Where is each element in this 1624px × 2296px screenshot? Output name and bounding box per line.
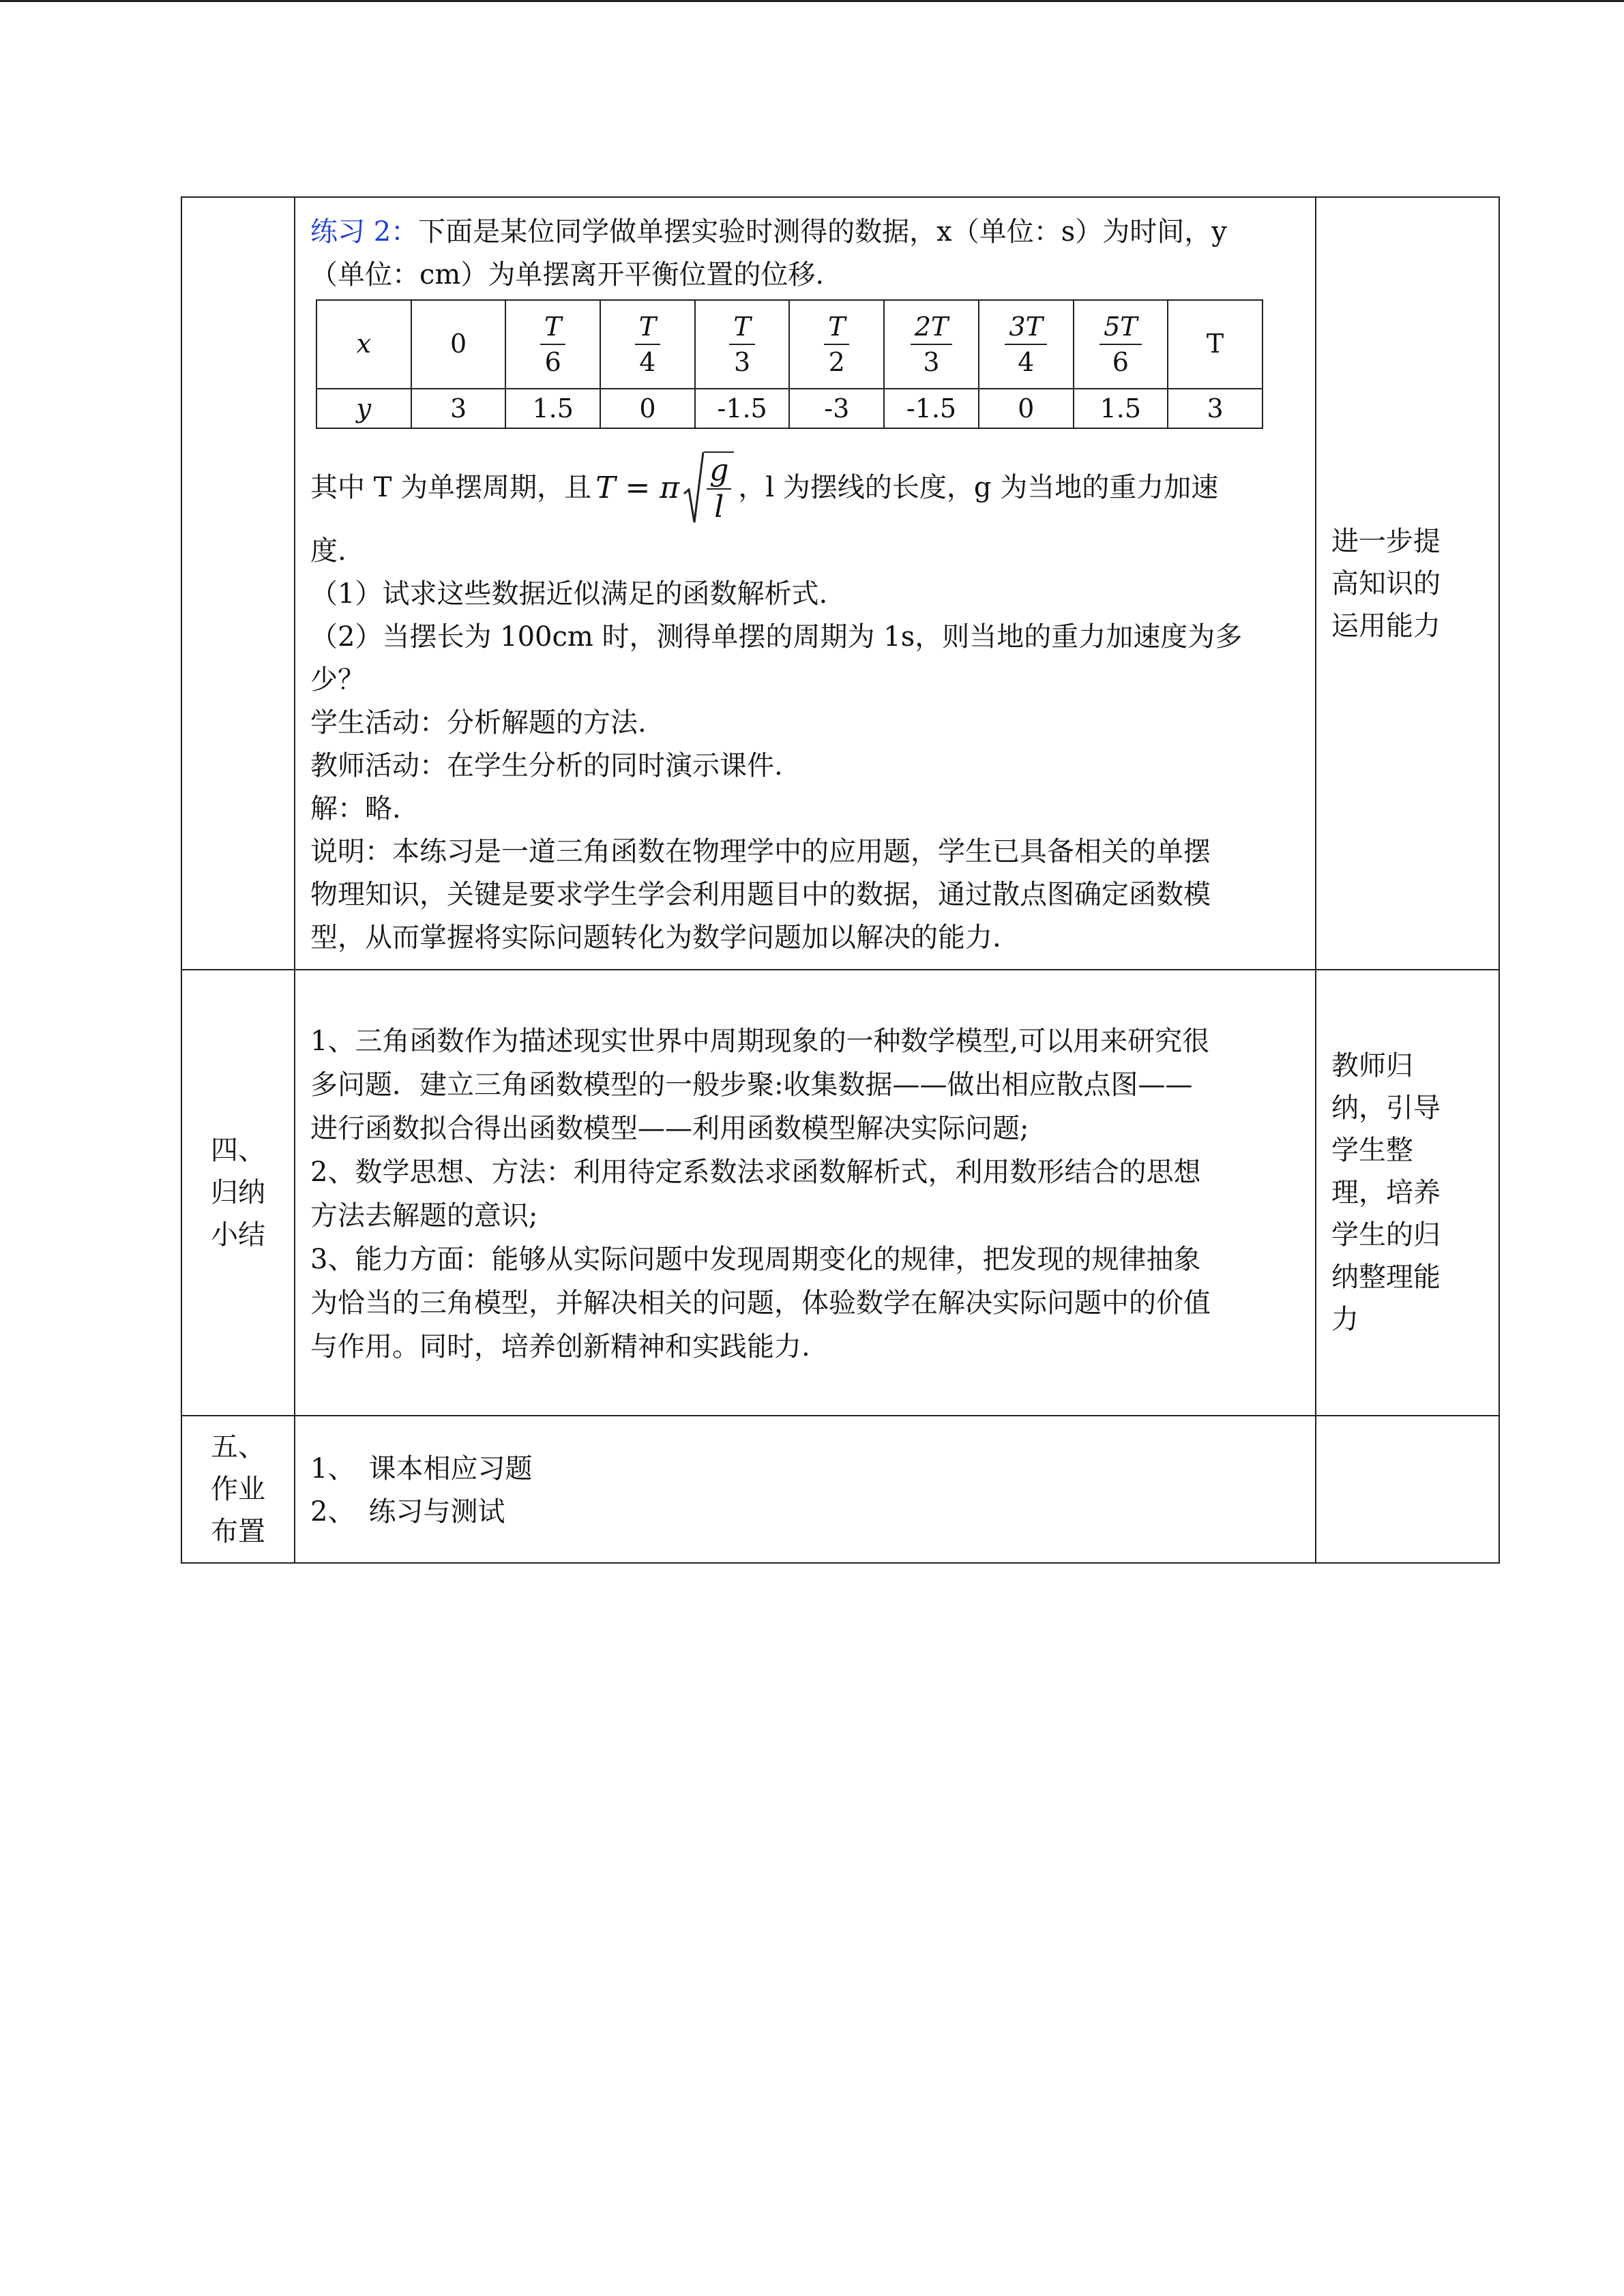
fraction-denominator: 3 bbox=[923, 346, 940, 377]
lesson-plan-table bbox=[181, 196, 1500, 1564]
stage-label-line: 作业 bbox=[211, 1474, 265, 1505]
fraction bbox=[729, 310, 754, 379]
question-2-line-2: 少？ bbox=[310, 664, 365, 696]
explanation-line-2: 物理知识，关键是要求学生学会利用题目中的数据，通过散点图确定函数模 bbox=[310, 878, 1211, 910]
data-row-x bbox=[316, 300, 1263, 389]
fraction bbox=[1005, 310, 1047, 379]
fraction bbox=[824, 310, 849, 379]
fraction bbox=[1099, 310, 1142, 379]
table-row bbox=[181, 197, 1499, 970]
fraction-denominator: 2 bbox=[828, 346, 845, 377]
x-value-cell: T bbox=[1168, 300, 1263, 389]
table-row bbox=[181, 1416, 1499, 1563]
formula-continuation: 度. bbox=[310, 535, 346, 567]
y-value-cell: 1.5 bbox=[1074, 389, 1168, 428]
y-value-cell: -1.5 bbox=[884, 389, 979, 428]
formula-lhs: T = π bbox=[595, 471, 680, 505]
teacher-activity: 教师活动：在学生分析的同时演示课件. bbox=[310, 749, 783, 781]
student-activity: 学生活动：分析解题的方法. bbox=[310, 706, 647, 739]
stage-cell bbox=[181, 970, 295, 1416]
stage-label-line: 小结 bbox=[211, 1219, 265, 1251]
page-top-border bbox=[0, 0, 1624, 2]
x-value-cell bbox=[884, 300, 979, 389]
fraction-denominator: 4 bbox=[1018, 346, 1035, 377]
stage-cell-empty bbox=[181, 197, 295, 970]
fraction-numerator: T bbox=[635, 310, 660, 345]
fraction-denominator: 4 bbox=[639, 346, 656, 377]
fraction-numerator: 2T bbox=[911, 310, 953, 345]
formula-denominator: l bbox=[714, 489, 724, 524]
x-value-cell bbox=[600, 300, 695, 389]
summary-cell bbox=[295, 970, 1316, 1416]
note-line: 运用能力 bbox=[1331, 610, 1441, 642]
note-line: 高知识的 bbox=[1331, 567, 1441, 599]
formula-suffix: ，l 为摆线的长度，g 为当地的重力加速 bbox=[738, 472, 1219, 503]
x-value-cell bbox=[505, 300, 600, 389]
sqrt-fraction bbox=[704, 451, 734, 525]
summary-line: 为恰当的三角模型，并解决相关的问题，体验数学在解决实际问题中的价值 bbox=[310, 1287, 1211, 1319]
pendulum-data-table bbox=[316, 299, 1263, 429]
summary-line: 方法去解题的意识; bbox=[310, 1200, 538, 1232]
note-line: 学生整 bbox=[1331, 1135, 1413, 1166]
summary-line: 进行函数拟合得出函数模型——利用函数模型解决实际问题; bbox=[310, 1113, 1029, 1144]
fraction bbox=[540, 310, 565, 379]
note-cell bbox=[1316, 197, 1499, 970]
fraction-numerator: T bbox=[540, 310, 565, 345]
note-line: 教师归 bbox=[1331, 1050, 1413, 1082]
solution: 解：略. bbox=[310, 792, 401, 824]
summary-line: 多问题．建立三角函数模型的一般步聚:收集数据——做出相应散点图—— bbox=[310, 1069, 1193, 1101]
y-value-cell: -1.5 bbox=[695, 389, 790, 428]
note-cell-empty bbox=[1316, 1416, 1499, 1563]
x-value-cell bbox=[979, 300, 1074, 389]
explanation-line-3: 型，从而掌握将实际问题转化为数学问题加以解决的能力. bbox=[310, 921, 1001, 953]
y-value-cell: 3 bbox=[411, 389, 506, 428]
summary-line: 2、数学思想、方法：利用待定系数法求函数解析式，利用数形结合的思想 bbox=[310, 1157, 1201, 1188]
question-2-line-1: （2）当摆长为 100cm 时，测得单摆的周期为 1s，则当地的重力加速度为多 bbox=[310, 621, 1243, 653]
fraction bbox=[635, 310, 660, 379]
x-header-cell: x bbox=[316, 300, 411, 389]
summary-line: 1、三角函数作为描述现实世界中周期现象的一种数学模型,可以用来研究很 bbox=[310, 1026, 1210, 1057]
homework-cell bbox=[295, 1416, 1316, 1563]
fraction bbox=[911, 310, 953, 379]
homework-item: 2、 练习与测试 bbox=[310, 1496, 505, 1527]
period-formula bbox=[595, 451, 734, 525]
note-line: 进一步提 bbox=[1331, 525, 1441, 557]
question-1: （1）试求这些数据近似满足的函数解析式. bbox=[310, 578, 828, 610]
x-value-cell bbox=[1074, 300, 1168, 389]
y-value-cell: 3 bbox=[1168, 389, 1263, 428]
stage-label-line: 五、 bbox=[211, 1431, 265, 1463]
note-line: 学生的归 bbox=[1331, 1219, 1441, 1251]
formula-line bbox=[310, 437, 1300, 539]
x-value-cell: 0 bbox=[411, 300, 506, 389]
data-row-y bbox=[316, 389, 1263, 428]
y-value-cell: 0 bbox=[600, 389, 695, 428]
fraction-denominator: 3 bbox=[733, 346, 751, 377]
exercise-label: 练习 2： bbox=[310, 215, 419, 248]
summary-line: 与作用。同时，培养创新精神和实践能力. bbox=[310, 1331, 810, 1362]
fraction-numerator: T bbox=[824, 310, 849, 345]
fraction-numerator: 3T bbox=[1005, 310, 1047, 345]
fraction-numerator: 5T bbox=[1099, 310, 1142, 345]
table-row bbox=[181, 970, 1499, 1416]
exercise-2-cell bbox=[295, 197, 1316, 970]
note-line: 纳整理能 bbox=[1331, 1262, 1441, 1293]
stage-label-line: 布置 bbox=[211, 1516, 265, 1547]
summary-line: 3、能力方面：能够从实际问题中发现周期变化的规律，把发现的规律抽象 bbox=[310, 1244, 1201, 1275]
x-value-cell bbox=[695, 300, 790, 389]
fraction-numerator: T bbox=[729, 310, 754, 345]
explanation-line-1: 说明：本练习是一道三角函数在物理学中的应用题，学生已具备相关的单摆 bbox=[310, 835, 1211, 867]
y-value-cell: 1.5 bbox=[505, 389, 600, 428]
exercise-intro-line-2: （单位：cm）为单摆离开平衡位置的位移. bbox=[310, 258, 825, 290]
stage-label-line: 归纳 bbox=[211, 1177, 265, 1208]
y-header-cell: y bbox=[316, 389, 411, 428]
note-line: 理，培养 bbox=[1331, 1177, 1441, 1208]
note-cell bbox=[1316, 970, 1499, 1416]
fraction-denominator: 6 bbox=[1112, 346, 1129, 377]
homework-item: 1、 课本相应习题 bbox=[310, 1453, 533, 1485]
y-value-cell: -3 bbox=[789, 389, 884, 428]
sqrt-symbol bbox=[683, 451, 734, 525]
stage-cell bbox=[181, 1416, 295, 1563]
stage-label-line: 四、 bbox=[211, 1135, 265, 1166]
y-value-cell: 0 bbox=[979, 389, 1074, 428]
formula-prefix: 其中 T 为单摆周期，且 bbox=[310, 472, 592, 503]
note-line: 纳，引导 bbox=[1331, 1092, 1441, 1124]
note-line: 力 bbox=[1331, 1304, 1359, 1335]
radical-sign-icon bbox=[683, 451, 704, 525]
fraction-denominator: 6 bbox=[544, 346, 561, 377]
exercise-intro-line-1: 练习 2：下面是某位同学做单摆实验时测得的数据，x（单位：s）为时间，y bbox=[310, 215, 1227, 248]
x-value-cell bbox=[789, 300, 884, 389]
formula-numerator: g bbox=[707, 453, 731, 490]
